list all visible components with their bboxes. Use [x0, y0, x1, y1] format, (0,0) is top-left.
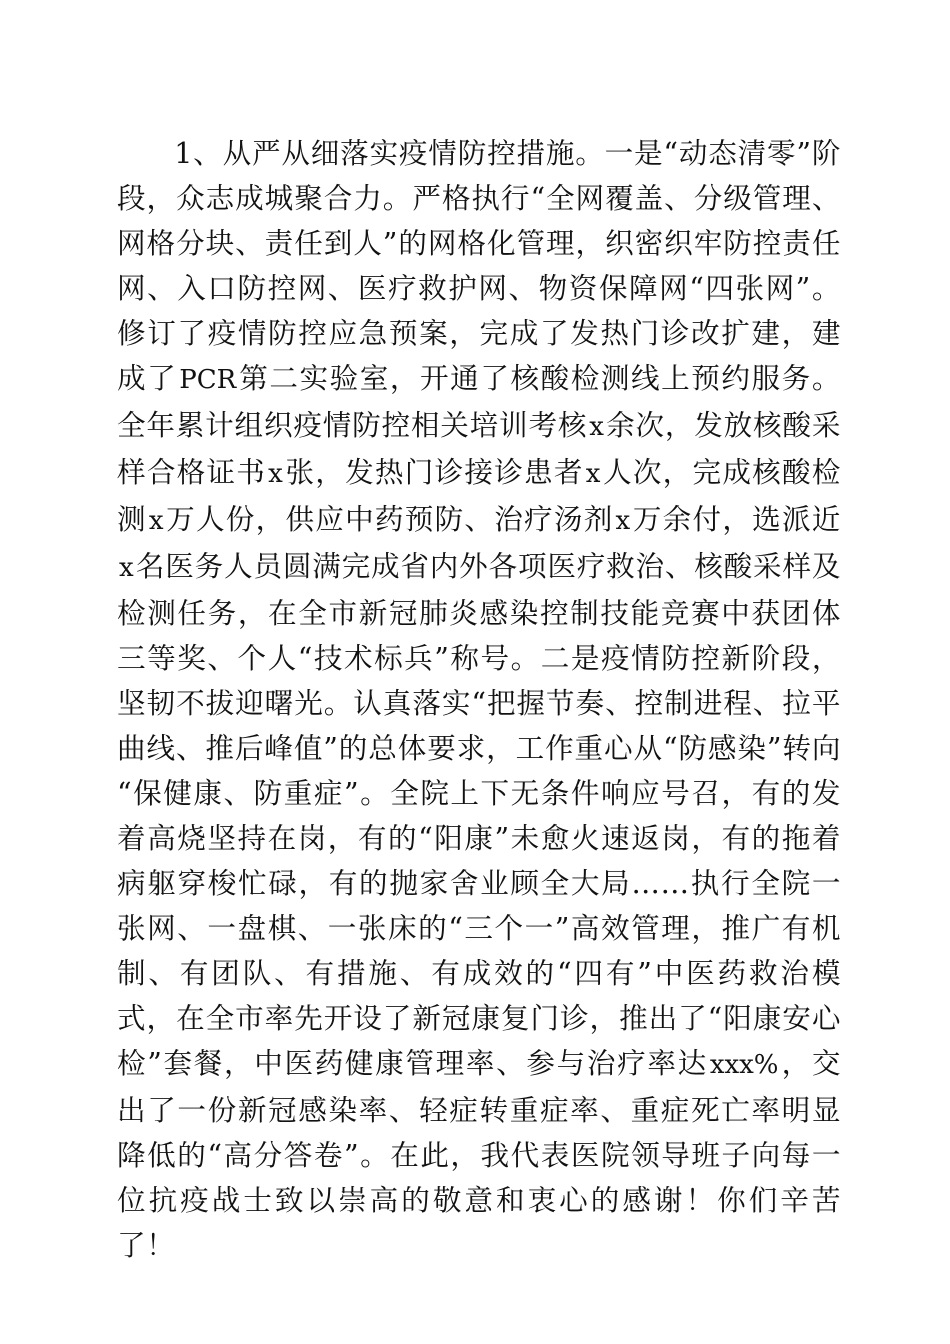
latin-run: x	[119, 553, 134, 583]
latin-run: x	[148, 506, 164, 536]
latin-run: xxx%	[709, 1050, 779, 1080]
latin-run: x	[585, 459, 601, 489]
page-body	[117, 131, 841, 1268]
latin-run: x	[268, 459, 283, 489]
body-paragraph: 1、从严从细落实疫情防控措施。一是“动态清零”阶段，众志成城聚合力。严格执行“全网覆盖、分级管理、网格分块、责任到人”的网格化管理，织密织牢防控责任网、入口防控网、医疗救护网、物资保障网“四张网”。修订了疫情防控应急预案，完成了发热门诊改扩建，建成了PCR第二实验室，开通了核酸检测线上预约服务。全年累计组织疫情防控相关培训考核x余次，发放核酸采样合格证书x张，发热门诊接诊患者x人次，完成核酸检测x万人份，供应中药预防、治疗汤剂x万余付，选派近x名医务人员圆满完成省内外各项医疗救治、核酸采样及检测任务，在全市新冠肺炎感染控制技能竞赛中获团体三等奖、个人“技术标兵”称号。二是疫情防控新阶段，坚韧不拔迎曙光。认真落实“把握节奏、控制进程、拉平曲线、推后峰值”的总体要求，工作重心从“防感染”转向“保健康、防重症”。全院上下无条件响应号召，有的发着高烧坚持在岗，有的“阳康”未愈火速返岗，有的拖着病躯穿梭忙碌，有的抛家舍业顾全大局……执行全院一张网、一盘棋、一张床的“三个一”高效管理，推广有机制、有团队、有措施、有成效的“四有”中医药救治模式，在全市率先开设了新冠康复门诊，推出了“阳康安心检”套餐，中医药健康管理率、参与治疗率达xxx%，交出了一份新冠感染率、轻症转重症率、重症死亡率明显降低的“高分答卷”。在此，我代表医院领导班子向每一位抗疫战士致以崇高的敬意和衷心的感谢！你们辛苦了！	[117, 136, 841, 1262]
latin-run: x	[615, 506, 631, 536]
latin-run: PCR	[179, 365, 237, 395]
latin-run: x	[589, 412, 604, 442]
